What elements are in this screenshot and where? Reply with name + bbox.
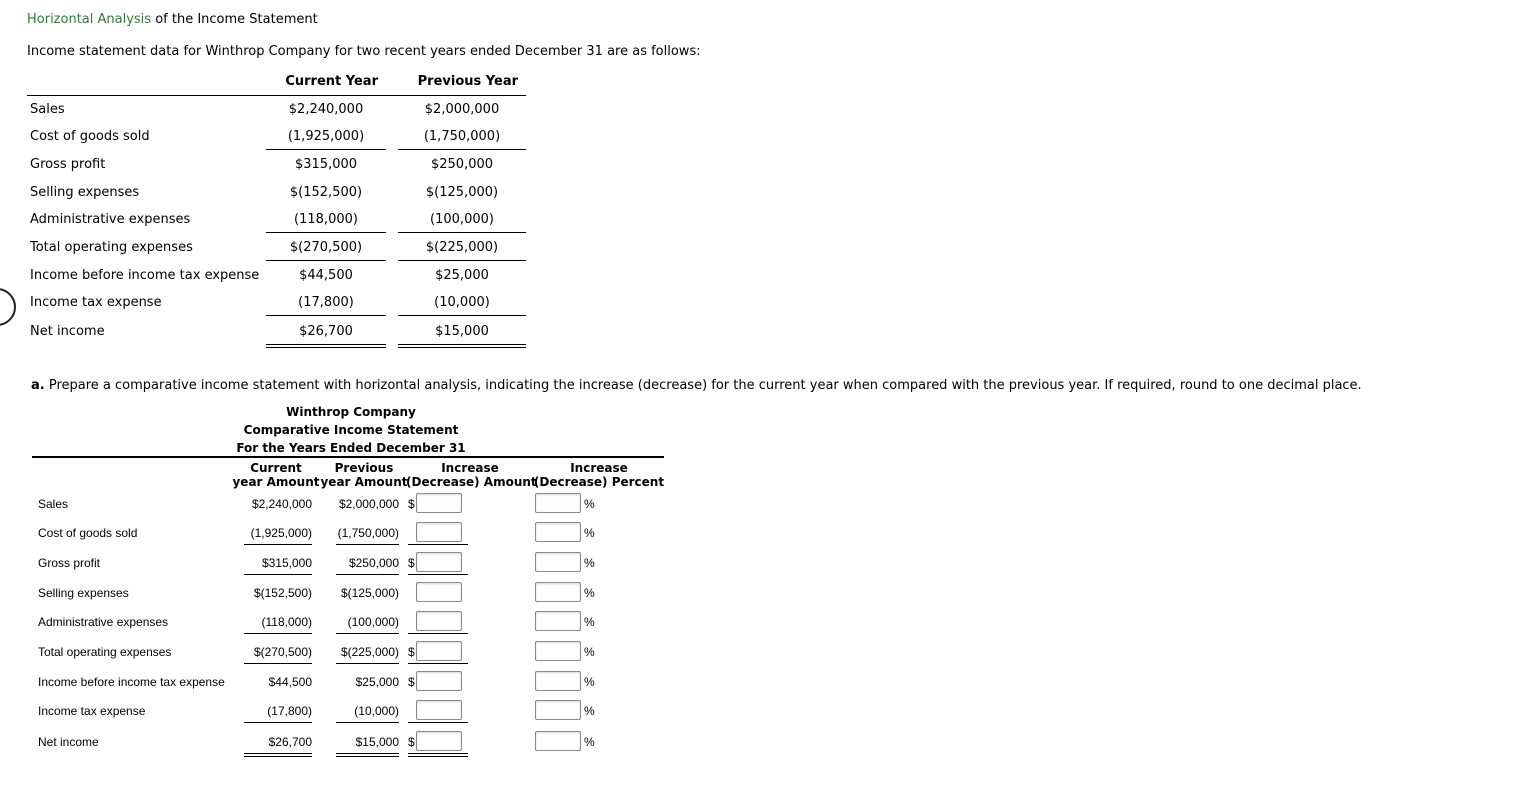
increase-amount-input[interactable] [416, 493, 462, 513]
increase-amount-input[interactable] [416, 522, 462, 542]
increase-amount-input[interactable] [416, 700, 462, 720]
increase-amount-input[interactable] [416, 552, 462, 572]
col-header-current-year: Current Year [285, 74, 378, 89]
increase-amount-input[interactable] [416, 582, 462, 602]
single-underline [408, 544, 468, 545]
statement-row-label: Selling expenses [38, 586, 129, 600]
statement-previous-amount: (10,000) [354, 704, 399, 718]
row-label: Total operating expenses [30, 240, 193, 255]
single-underline [398, 260, 526, 261]
statement-current-amount: $(152,500) [253, 586, 312, 600]
double-underline [336, 753, 399, 757]
percent-sign: % [584, 586, 595, 600]
dollar-sign: $ [408, 645, 415, 659]
dollar-sign: $ [408, 497, 415, 511]
previous-year-value: (1,750,000) [423, 129, 501, 144]
statement-previous-amount: $(225,000) [340, 645, 399, 659]
question-label: a. [31, 378, 45, 393]
title-rest: of the Income Statement [151, 12, 318, 27]
current-year-value: $26,700 [299, 324, 353, 339]
single-underline [336, 544, 399, 545]
statement-previous-amount: (1,750,000) [337, 526, 399, 540]
percent-sign: % [584, 645, 595, 659]
statement-row-label: Cost of goods sold [38, 526, 138, 540]
percent-sign: % [584, 735, 595, 749]
statement-company: Winthrop Company [286, 405, 416, 419]
increase-amount-input[interactable] [416, 731, 462, 751]
side-nav-button[interactable] [0, 288, 16, 326]
statement-current-amount: $2,240,000 [251, 497, 312, 511]
statement-row-label: Income before income tax expense [38, 675, 225, 689]
row-label: Income tax expense [30, 295, 162, 310]
single-underline [244, 663, 312, 664]
col-header-increase-amount: Increase (Decrease) Amount [406, 461, 537, 489]
increase-percent-input[interactable] [535, 582, 581, 602]
intro-text: Income statement data for Winthrop Company for two recent years ended December 31 are as follows: [27, 44, 701, 59]
current-year-value: (118,000) [294, 212, 358, 227]
current-year-value: (17,800) [298, 295, 354, 310]
statement-row-label: Income tax expense [38, 704, 146, 718]
current-year-value: $(270,500) [289, 240, 363, 255]
percent-sign: % [584, 704, 595, 718]
single-underline [336, 574, 399, 575]
single-underline [408, 574, 468, 575]
question-body: Prepare a comparative income statement with horizontal analysis, indicating the increase (decrease) for the current year when compared with the previous year. If required, round to one decimal place. [44, 378, 1362, 393]
single-underline [336, 722, 399, 723]
statement-row-label: Net income [38, 735, 99, 749]
row-label: Gross profit [30, 157, 106, 172]
double-underline [398, 344, 526, 348]
percent-sign: % [584, 526, 595, 540]
header-rule [27, 95, 526, 96]
col-header-previous: Previous year Amount [320, 461, 408, 489]
increase-percent-input[interactable] [535, 700, 581, 720]
single-underline [244, 633, 312, 634]
statement-row-label: Total operating expenses [38, 645, 172, 659]
previous-year-value: $(125,000) [425, 185, 499, 200]
double-underline [266, 344, 386, 348]
statement-previous-amount: $2,000,000 [338, 497, 399, 511]
current-year-value: $44,500 [299, 268, 353, 283]
question-text [31, 378, 1362, 393]
statement-current-amount: $315,000 [261, 556, 312, 570]
title-link[interactable]: Horizontal Analysis [27, 12, 152, 27]
single-underline [266, 149, 386, 150]
single-underline [244, 574, 312, 575]
statement-current-amount: (118,000) [261, 615, 312, 629]
previous-year-value: $(225,000) [425, 240, 499, 255]
statement-row-label: Administrative expenses [38, 615, 169, 629]
increase-percent-input[interactable] [535, 493, 581, 513]
single-underline [398, 232, 526, 233]
row-label: Administrative expenses [30, 212, 191, 227]
row-label: Income before income tax expense [30, 268, 260, 283]
statement-row-label: Gross profit [38, 556, 101, 570]
statement-current-amount: $44,500 [268, 675, 312, 689]
row-label: Sales [30, 102, 65, 117]
increase-amount-input[interactable] [416, 671, 462, 691]
col-header-increase-percent: Increase (Decrease) Percent [533, 461, 665, 489]
statement-current-amount: $26,700 [268, 735, 312, 749]
single-underline [244, 722, 312, 723]
previous-year-value: $250,000 [430, 157, 494, 172]
row-label: Cost of goods sold [30, 129, 150, 144]
col-header-current: Current year Amount [232, 461, 320, 489]
single-underline [408, 722, 468, 723]
current-year-value: $2,240,000 [288, 102, 364, 117]
statement-top-rule [32, 456, 664, 458]
single-underline [398, 149, 526, 150]
statement-previous-amount: $250,000 [348, 556, 399, 570]
single-underline [266, 315, 386, 316]
previous-year-value: (100,000) [430, 212, 494, 227]
statement-previous-amount: $15,000 [355, 735, 399, 749]
increase-percent-input[interactable] [535, 552, 581, 572]
percent-sign: % [584, 556, 595, 570]
col-header-previous-year: Previous Year [417, 74, 518, 89]
single-underline [266, 232, 386, 233]
increase-percent-input[interactable] [535, 731, 581, 751]
dollar-sign: $ [408, 675, 415, 689]
row-label: Selling expenses [30, 185, 140, 200]
statement-current-amount: (17,800) [267, 704, 312, 718]
single-underline [336, 663, 399, 664]
dollar-sign: $ [408, 735, 415, 749]
current-year-value: (1,925,000) [287, 129, 365, 144]
increase-percent-input[interactable] [535, 671, 581, 691]
page-heading [27, 12, 318, 27]
current-year-value: $315,000 [294, 157, 358, 172]
increase-amount-input[interactable] [416, 611, 462, 631]
previous-year-value: $25,000 [435, 268, 489, 283]
previous-year-value: $2,000,000 [424, 102, 500, 117]
statement-current-amount: (1,925,000) [250, 526, 312, 540]
single-underline [408, 633, 468, 634]
single-underline [336, 633, 399, 634]
statement-title: Comparative Income Statement [243, 423, 459, 437]
statement-current-amount: $(270,500) [253, 645, 312, 659]
statement-previous-amount: $(125,000) [340, 586, 399, 600]
statement-period: For the Years Ended December 31 [236, 441, 466, 455]
increase-percent-input[interactable] [535, 641, 581, 661]
increase-amount-input[interactable] [416, 641, 462, 661]
previous-year-value: $15,000 [435, 324, 489, 339]
percent-sign: % [584, 615, 595, 629]
row-label: Net income [30, 324, 105, 339]
double-underline [244, 753, 312, 757]
single-underline [398, 315, 526, 316]
dollar-sign: $ [408, 556, 415, 570]
percent-sign: % [584, 497, 595, 511]
statement-previous-amount: (100,000) [347, 615, 399, 629]
percent-sign: % [584, 675, 595, 689]
double-underline [408, 753, 468, 757]
single-underline [266, 260, 386, 261]
current-year-value: $(152,500) [289, 185, 363, 200]
increase-percent-input[interactable] [535, 611, 581, 631]
increase-percent-input[interactable] [535, 522, 581, 542]
statement-previous-amount: $25,000 [355, 675, 399, 689]
statement-row-label: Sales [38, 497, 69, 511]
previous-year-value: (10,000) [434, 295, 490, 310]
single-underline [408, 663, 468, 664]
single-underline [244, 544, 312, 545]
